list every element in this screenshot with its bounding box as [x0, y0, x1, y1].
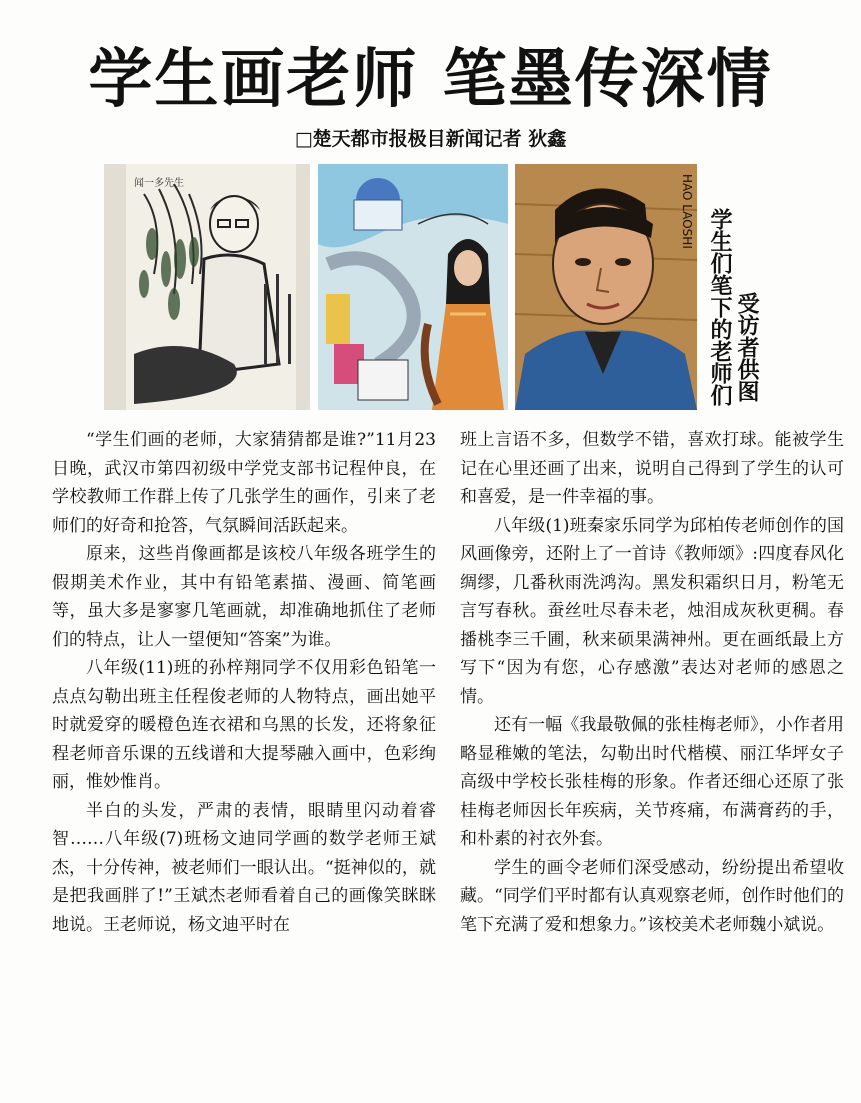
- ink-portrait-inscription: 闻一多先生: [134, 178, 184, 189]
- article-paragraph: “学生们画的老师，大家猜猜都是谁?”11月23日晚，武汉市第四初级中学党支部书记程仲良，在学校教师工作群上传了几张学生的画作，引来了老师们的好奇和抢答，气氛瞬间活跃起来。: [52, 430, 436, 536]
- portrait-signature: HAO LAOSHI: [680, 174, 694, 249]
- male-portrait-illustration: [515, 164, 697, 410]
- photo-caption-main: 学生们笔下的老师们: [707, 208, 732, 406]
- color-pencil-illustration: [318, 164, 508, 410]
- article-paragraph: 八年级(1)班秦家乐同学为邱柏传老师创作的国风画像旁，还附上了一首诗《教师颂》:四度春风化绸缪，几番秋雨洗鸿沟。黑发积霜织日月，粉笔无言写春秋。蚕丝吐尽春未老，烛泪成灰秋更稠。春播桃李三千圃，秋来硕果满神州。更在画纸最上方写下“因为有您，心存感激”表达对老师的感恩之情。: [460, 515, 844, 707]
- article-paragraph: 八年级(11)班的孙梓翔同学不仅用彩色铅笔一点点勾勒出班主任程俊老师的人物特点，画出她平时就爱穿的暖橙色连衣裙和乌黑的长发，还将象征程老师音乐课的五线谱和大提琴融入画中，色彩绚丽，惟妙惟肖。: [52, 658, 436, 792]
- headline: 学生画老师 笔墨传深情: [88, 43, 773, 117]
- article-column-right: [460, 426, 844, 939]
- article-paragraph: 半白的头发，严肃的表情，眼睛里闪动着睿智……八年级(7)班杨文迪同学画的数学老师王斌杰，十分传神，被老师们一眼认出。“挺神似的，就是把我画胖了!”王斌杰老师看着自己的画像笑眯眯地说。王老师说，杨文迪平时在: [52, 800, 436, 935]
- article-paragraph: 学生的画令老师们深受感动，纷纷提出希望收藏。“同学们平时都有认真观察老师，创作时他们的笔下充满了爱和想象力。”该校美术老师魏小斌说。: [460, 857, 844, 935]
- article-paragraph-continued: 班上言语不多，但数学不错，喜欢打球。能被学生记在心里还画了出来，说明自己得到了学生的认可和喜爱，是一件幸福的事。: [460, 430, 844, 507]
- byline: □楚天都市报极目新闻记者 狄鑫: [294, 128, 567, 150]
- photo-ink-portrait: [104, 164, 310, 410]
- photo-color-pencil-portrait: [318, 164, 508, 410]
- article-column-left: [52, 426, 436, 939]
- photo-caption-credit: 受访者供图: [734, 292, 759, 402]
- article-paragraph: 原来，这些肖像画都是该校八年级各班学生的假期美术作业，其中有铅笔素描、漫画、简笔画等，虽大多是寥寥几笔画就，却准确地抓住了老师们的特点，让人一望便知“答案”为谁。: [52, 544, 436, 650]
- ink-portrait-illustration: [104, 164, 310, 410]
- photo-male-portrait: [515, 164, 697, 410]
- article-paragraph: 还有一幅《我最敬佩的张桂梅老师》，小作者用略显稚嫩的笔法，勾勒出时代楷模、丽江华坪女子高级中学校长张桂梅的形象。作者还细心还原了张桂梅老师因长年疾病，关节疼痛，布满膏药的手，和朴素的衬衣外套。: [460, 715, 844, 849]
- photo-strip: [104, 164, 759, 410]
